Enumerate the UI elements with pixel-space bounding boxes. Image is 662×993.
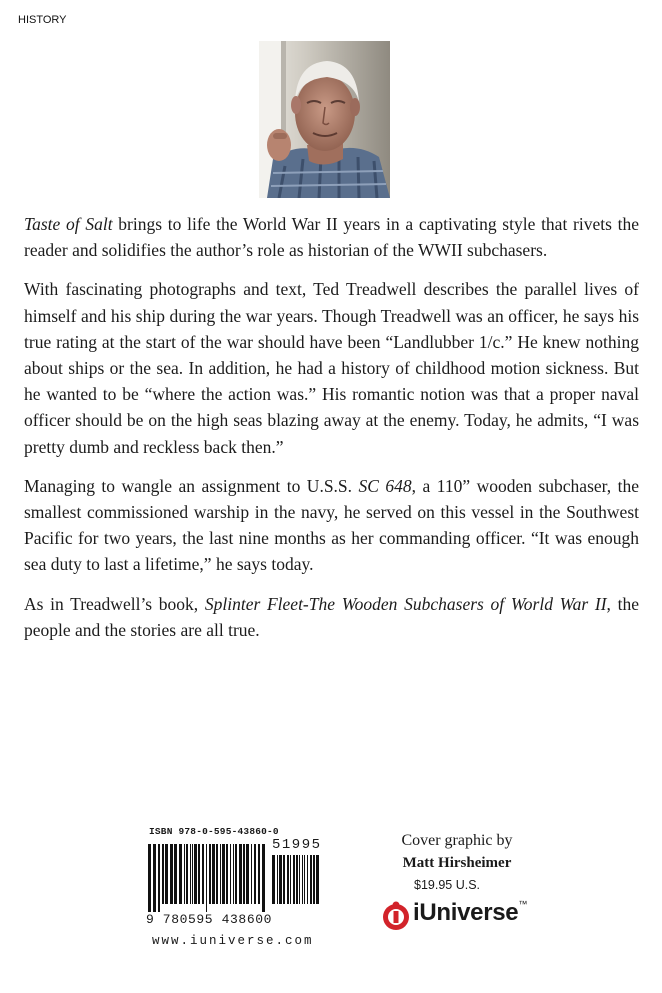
barcode-bar bbox=[304, 855, 305, 904]
barcode-bar bbox=[192, 844, 193, 904]
barcode-bar bbox=[283, 855, 285, 904]
barcode-bar bbox=[165, 844, 168, 904]
barcode-bar bbox=[272, 855, 275, 904]
author-photo bbox=[259, 41, 390, 198]
barcode-bar bbox=[262, 844, 265, 912]
barcode-bar bbox=[230, 844, 231, 904]
isbn-barcode bbox=[146, 826, 328, 954]
paragraph-text: , the people and the stories are all true. bbox=[24, 593, 639, 640]
author-portrait-photo bbox=[259, 41, 390, 198]
description-paragraph-3 bbox=[24, 473, 639, 578]
barcode-bar bbox=[251, 844, 252, 904]
barcode-bar bbox=[254, 844, 256, 904]
barcode-bar bbox=[226, 844, 228, 904]
barcode-bar bbox=[174, 844, 177, 904]
publisher-name-text: iUniverse bbox=[413, 899, 519, 926]
barcode-bar bbox=[279, 855, 282, 904]
cover-credit bbox=[372, 831, 542, 873]
book-title: Taste of Salt bbox=[24, 214, 113, 234]
description-paragraph-1 bbox=[24, 211, 639, 263]
paragraph-text: brings to life the World War II years in a captivating style that rivets the reader and solidifies the author’s role as historian of the WWII subchasers. bbox=[24, 214, 639, 261]
barcode-bar bbox=[296, 855, 298, 904]
paragraph-text: As in Treadwell’s book, bbox=[24, 593, 205, 614]
barcode-bar bbox=[293, 855, 295, 904]
barcode-bar bbox=[277, 855, 278, 904]
barcode-bar bbox=[258, 844, 260, 904]
barcode-bar bbox=[209, 844, 211, 904]
barcode-bar bbox=[316, 855, 319, 904]
barcode-bar bbox=[190, 844, 191, 904]
barcode-bar bbox=[302, 855, 303, 904]
barcode-bar bbox=[243, 844, 245, 904]
related-book-title: Splinter Fleet-The Wooden Subchasers of World War II bbox=[204, 593, 607, 614]
barcode-bar bbox=[307, 855, 308, 904]
barcode-bar bbox=[184, 844, 185, 904]
credit-line: Cover graphic by bbox=[401, 832, 513, 849]
barcode-bar bbox=[287, 855, 289, 904]
barcode-bar bbox=[235, 844, 237, 904]
website-url: www.iuniverse.com bbox=[152, 934, 314, 948]
barcode-bar bbox=[162, 844, 164, 904]
paragraph-text: , a 110” wooden subchaser, the smallest commissioned warship in the navy, he served on this vessel in the Southwest Pacific for two years, the last nine months as her commanding officer. “It was enough sea duty to last a lifetime,” he says today. bbox=[24, 475, 639, 575]
barcode-bar bbox=[212, 844, 215, 904]
ship-name: SC 648 bbox=[358, 475, 412, 496]
credit-name: Matt Hirsheimer bbox=[402, 855, 512, 871]
barcode-bar bbox=[233, 844, 234, 904]
barcode-bar bbox=[153, 844, 156, 912]
barcode-bar bbox=[246, 844, 249, 904]
barcode-bars-icon bbox=[146, 844, 266, 912]
barcode-bar bbox=[310, 855, 312, 904]
isbn-label: ISBN 978-0-595-43860-0 bbox=[149, 826, 279, 837]
back-cover-description bbox=[24, 211, 639, 656]
barcode-bar bbox=[299, 855, 300, 904]
barcode-bar bbox=[290, 855, 291, 904]
price-label: $19.95 U.S. bbox=[414, 878, 481, 892]
barcode-digits: 9 780595 438600 bbox=[146, 912, 273, 927]
price-code: 51995 bbox=[272, 837, 322, 853]
barcode-bar bbox=[186, 844, 188, 904]
description-paragraph-2: With fascinating photographs and text, Ted Treadwell describes the parallel lives of himself and his ship during the war years. Though Treadwell was an officer, he says his true rating at the start of the war should have been “Landlubber 1/c.” He knew nothing about ships or the sea. In addition, he had a history of childhood motion sickness. But he wanted to be “where the action was.” His romantic notion was that a proper naval officer should be on the high seas blazing away at the enemy. Today, he admits, “I was pretty dumb and reckless back then.” bbox=[24, 279, 639, 457]
barcode-bar bbox=[198, 844, 200, 904]
barcode-bar bbox=[179, 844, 182, 904]
barcode-bar bbox=[194, 844, 197, 904]
barcode-bar bbox=[170, 844, 173, 904]
barcode-addon-bars-icon bbox=[270, 855, 324, 912]
iuniverse-logo-icon bbox=[381, 900, 411, 932]
publisher-name bbox=[413, 899, 527, 927]
barcode-bar bbox=[313, 855, 315, 904]
barcode-bar bbox=[206, 844, 207, 912]
trademark-symbol: ™ bbox=[518, 899, 528, 909]
description-paragraph-4 bbox=[24, 591, 639, 643]
barcode-bar bbox=[202, 844, 204, 904]
barcode-bar bbox=[148, 844, 151, 912]
barcode-bar bbox=[216, 844, 218, 904]
category-label: HISTORY bbox=[18, 14, 67, 26]
paragraph-text: Managing to wangle an assignment to U.S.S. bbox=[24, 475, 359, 496]
barcode-bar bbox=[220, 844, 221, 904]
barcode-bar bbox=[158, 844, 160, 912]
barcode-bar bbox=[222, 844, 225, 904]
barcode-bar bbox=[239, 844, 242, 904]
